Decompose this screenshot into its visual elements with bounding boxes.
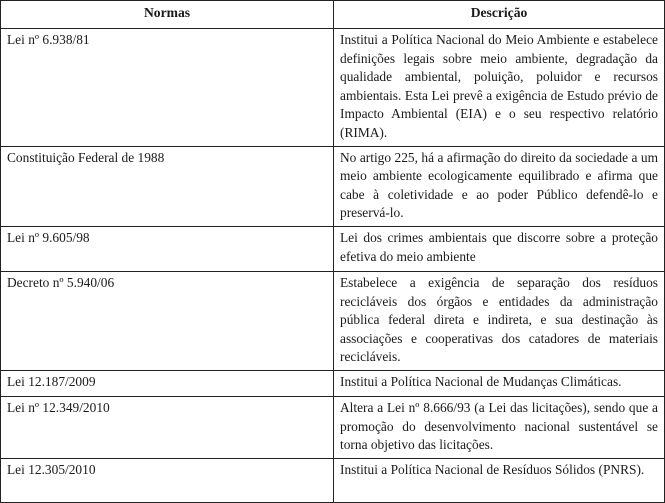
table-row bbox=[1, 226, 665, 271]
descricao-cell: Estabelece a exigência de separação dos resíduos recicláveis dos órgãos e entidades da administração pública federal direta e indireta, e sua destinação às associações e cooperativas dos catadores de materiais recicláveis. bbox=[334, 271, 665, 370]
descricao-cell: Institui a Política Nacional do Meio Ambiente e estabelece definições legais sobre meio ambiente, degradação da qualidade ambiental, poluição, poluidor e recursos ambientais. Esta Lei prevê a exigência de Estudo prévio de Impacto Ambiental (EIA) e o seu respectivo relatório (RIMA). bbox=[334, 29, 665, 147]
header-descricao: Descrição bbox=[334, 1, 665, 29]
descricao-cell: Institui a Política Nacional de Resíduos Sólidos (PNRS). bbox=[334, 458, 665, 502]
descricao-cell: Altera a Lei nº 8.666/93 (a Lei das licitações), sendo que a promoção do desenvolvimento nacional sustentável se torna objetivo das licitações. bbox=[334, 396, 665, 458]
norma-cell: Lei 12.187/2009 bbox=[1, 370, 334, 396]
norma-cell: Constituição Federal de 1988 bbox=[1, 146, 334, 226]
norma-cell: Decreto nº 5.940/06 bbox=[1, 271, 334, 370]
norma-cell: Lei nº 12.349/2010 bbox=[1, 396, 334, 458]
table-row bbox=[1, 396, 665, 458]
descricao-cell: No artigo 225, há a afirmação do direito da sociedade a um meio ambiente ecologicamente equilibrado e afirma que cabe à coletividade e ao poder Público defendê-lo e preservá-lo. bbox=[334, 146, 665, 226]
table-row bbox=[1, 370, 665, 396]
descricao-cell: Lei dos crimes ambientais que discorre sobre a proteção efetiva do meio ambiente bbox=[334, 226, 665, 271]
header-normas: Normas bbox=[1, 1, 334, 29]
descricao-cell: Institui a Política Nacional de Mudanças Climáticas. bbox=[334, 370, 665, 396]
table-row bbox=[1, 458, 665, 502]
norma-cell: Lei 12.305/2010 bbox=[1, 458, 334, 502]
table-row bbox=[1, 271, 665, 370]
table-row bbox=[1, 29, 665, 147]
norma-cell: Lei nº 6.938/81 bbox=[1, 29, 334, 147]
header-row bbox=[1, 1, 665, 29]
table-row bbox=[1, 146, 665, 226]
norma-cell: Lei nº 9.605/98 bbox=[1, 226, 334, 271]
